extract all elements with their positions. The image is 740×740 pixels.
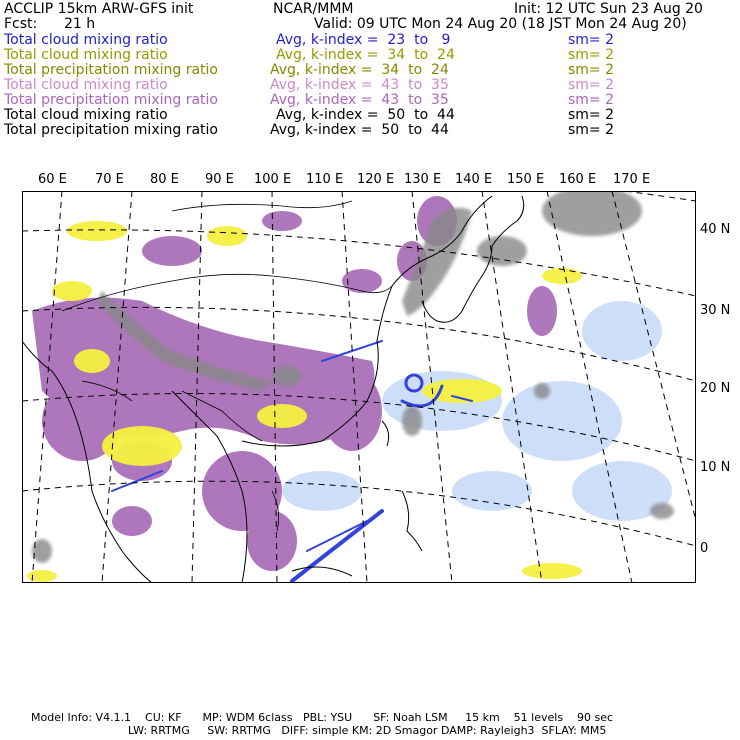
latitude-label: 30 N (700, 303, 731, 318)
legend-field-5: Total cloud mixing ratio (4, 107, 168, 123)
longitude-label: 170 E (613, 172, 651, 187)
center-label: NCAR/MMM (273, 1, 354, 17)
longitude-label: 140 E (455, 172, 493, 187)
init-time: Init: 12 UTC Sun 23 Aug 20 (514, 1, 703, 17)
legend-kindex-5: Avg, k-index = 50 to 44 (276, 107, 455, 123)
legend-field-3: Total cloud mixing ratio (4, 77, 168, 93)
model-info-line2: LW: RRTMG SW: RRTMG DIFF: simple KM: 2D Smagor DAMP: Rayleigh3 SFLAY: MM5 (128, 724, 607, 737)
legend-smoothing-3: sm= 2 (568, 77, 615, 93)
legend-field-1: Total cloud mixing ratio (4, 47, 168, 63)
legend-smoothing-6: sm= 2 (568, 122, 615, 138)
legend-smoothing-0: sm= 2 (568, 32, 615, 48)
longitude-label: 130 E (404, 172, 442, 187)
longitude-label: 160 E (559, 172, 597, 187)
legend-kindex-2: Avg, k-index = 34 to 24 (270, 62, 449, 78)
latitude-label: 20 N (700, 381, 731, 396)
legend-kindex-3: Avg, k-index = 43 to 35 (270, 77, 449, 93)
legend-field-0: Total cloud mixing ratio (4, 32, 168, 48)
latitude-label: 0 (700, 541, 709, 556)
legend-smoothing-1: sm= 2 (568, 47, 615, 63)
longitude-label: 110 E (306, 172, 344, 187)
legend-kindex-0: Avg, k-index = 23 to 9 (276, 32, 451, 48)
legend-field-2: Total precipitation mixing ratio (4, 62, 218, 78)
legend-kindex-1: Avg, k-index = 34 to 24 (276, 47, 455, 63)
longitude-label: 70 E (95, 172, 124, 187)
legend-smoothing-2: sm= 2 (568, 62, 615, 78)
latitude-label: 10 N (700, 460, 731, 475)
longitude-label: 120 E (357, 172, 395, 187)
longitude-label: 90 E (205, 172, 234, 187)
legend-kindex-4: Avg, k-index = 43 to 35 (270, 92, 449, 108)
legend-smoothing-4: sm= 2 (568, 92, 615, 108)
latitude-label: 40 N (700, 222, 731, 237)
legend-kindex-6: Avg, k-index = 50 to 44 (270, 122, 449, 138)
legend-field-6: Total precipitation mixing ratio (4, 122, 218, 138)
longitude-label: 150 E (507, 172, 545, 187)
map-title: ACCLIP 15km ARW-GFS init (4, 1, 194, 17)
forecast-label: Fcst: (4, 16, 38, 32)
model-info-line1: Model Info: V4.1.1 CU: KF MP: WDM 6class PBL: YSU SF: Noah LSM 15 km 51 levels 90 sec (31, 711, 614, 724)
map-panel (22, 191, 696, 583)
legend-field-4: Total precipitation mixing ratio (4, 92, 218, 108)
longitude-label: 80 E (150, 172, 179, 187)
legend-smoothing-5: sm= 2 (568, 107, 615, 123)
forecast-hour: 21 h (64, 16, 96, 32)
longitude-label: 60 E (38, 172, 67, 187)
longitude-label: 100 E (254, 172, 292, 187)
valid-time: Valid: 09 UTC Mon 24 Aug 20 (18 JST Mon 24 Aug 20) (314, 16, 687, 32)
